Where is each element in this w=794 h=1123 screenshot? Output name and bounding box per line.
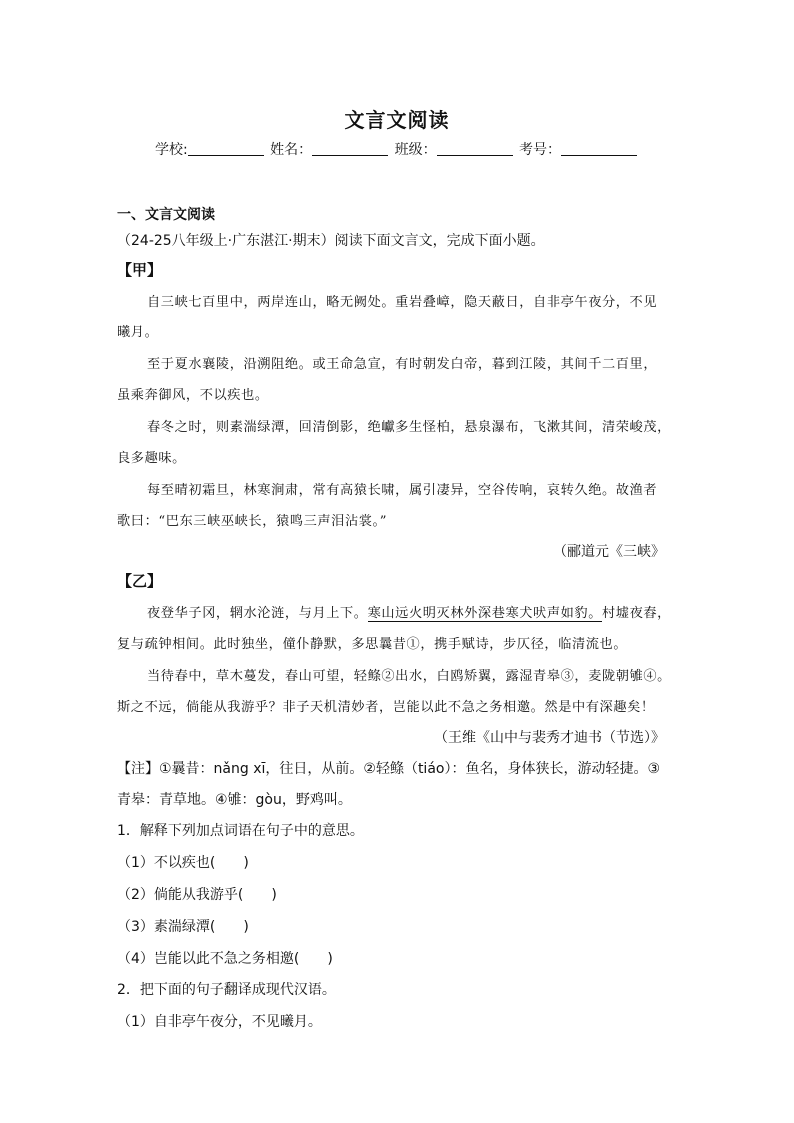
- jia-source: （郦道元《三峡》: [553, 544, 665, 560]
- note-line: 青皋：青草地。④雊：gòu，野鸡叫。: [117, 792, 352, 808]
- question-1-item-text: （3）素湍绿潭(: [117, 919, 216, 935]
- school-label: 学校:: [154, 142, 188, 158]
- close-paren: ): [243, 919, 249, 935]
- jia-line: 春冬之时，则素湍绿潭，回清倒影，绝巘多生怪柏，悬泉瀑布，飞漱其间，清荣峻茂，: [147, 420, 671, 435]
- question-1-item-text: （1）不以疾也(: [117, 855, 216, 871]
- jia-line: 曦月。: [117, 325, 159, 340]
- name-label: 姓名：: [270, 142, 313, 158]
- student-info-row: [0, 139, 794, 159]
- yi-underlined-sentence: 寒山远火明灭林外深巷寒犬吠声如豹。: [367, 606, 602, 621]
- jia-line: 虽乘奔御风，不以疾也。: [117, 388, 269, 403]
- name-blank[interactable]: [312, 141, 388, 156]
- yi-line: [117, 602, 671, 621]
- yi-source: （王维《山中与裴秀才迪书（节选）》: [434, 730, 665, 746]
- question-1: 1．解释下列加点词语在句子中的意思。: [117, 823, 364, 839]
- school-field: [155, 139, 266, 159]
- yi-line: 斯之不远，倘能从我游乎？非子天机清妙者，岂能以此不急之务相邀。然是中有深趣矣！: [117, 700, 655, 715]
- passage-yi-label: 【乙】: [117, 572, 163, 590]
- note-line: 【注】①曩昔：nǎng xī，往日，从前。②轻鲦（tiáo）：鱼名，身体狭长，游动轻捷。③: [117, 761, 661, 777]
- yi-line: 当待春中，草木蔓发，春山可望，轻鲦②出水，白鸥矫翼，露湿青皋③，麦陇朝雊④。: [147, 669, 671, 684]
- name-field: [270, 139, 390, 159]
- page-title: 文言文阅读: [344, 108, 450, 132]
- yi-text: 村墟夜舂，: [602, 606, 671, 621]
- yi-text: 夜登华子冈，辋水沦涟，与月上下。: [147, 606, 368, 621]
- yi-line: 复与疏钟相间。此时独坐，僮仆静默，多思曩昔①，携手赋诗，步仄径，临清流也。: [117, 637, 628, 652]
- question-1-item: [117, 948, 333, 968]
- question-1-item: [117, 884, 277, 904]
- passage-jia-label: 【甲】: [117, 261, 163, 279]
- section-title: 一、文言文阅读: [117, 207, 215, 223]
- exam-number-field: [519, 139, 639, 159]
- question-2-item: （1）自非亭午夜分，不见曦月。: [117, 1014, 322, 1030]
- jia-line: 每至晴初霜旦，林寒涧肃，常有高猿长啸，属引凄异，空谷传响，哀转久绝。故渔者: [147, 483, 658, 498]
- jia-line: 歌曰：“巴东三峡巫峡长，猿鸣三声泪沾裳。”: [117, 514, 388, 529]
- question-1-item-text: （4）岂能以此不急之务相邀(: [117, 951, 300, 967]
- class-blank[interactable]: [437, 141, 513, 156]
- school-blank[interactable]: [188, 141, 264, 156]
- question-2: 2．把下面的句子翻译成现代汉语。: [117, 982, 336, 998]
- close-paren: ): [327, 951, 333, 967]
- section-intro: （24-25八年级上·广东湛江·期末）阅读下面文言文，完成下面小题。: [117, 233, 545, 249]
- exam-number-blank[interactable]: [561, 141, 637, 156]
- close-paren: ): [243, 855, 249, 871]
- exam-number-label: 考号：: [519, 142, 562, 158]
- class-label: 班级：: [394, 142, 437, 158]
- question-1-item-text: （2）倘能从我游乎(: [117, 887, 244, 903]
- question-1-item: [117, 916, 249, 936]
- question-1-item: [117, 852, 249, 872]
- jia-line: 至于夏水襄陵，沿溯阻绝。或王命急宣，有时朝发白帝，暮到江陵，其间千二百里，: [147, 357, 658, 372]
- jia-line: 自三峡七百里中，两岸连山，略无阙处。重岩叠嶂，隐天蔽日，自非亭午夜分，不见: [147, 295, 658, 310]
- class-field: [395, 139, 515, 159]
- jia-line: 良多趣味。: [117, 451, 186, 466]
- close-paren: ): [271, 887, 277, 903]
